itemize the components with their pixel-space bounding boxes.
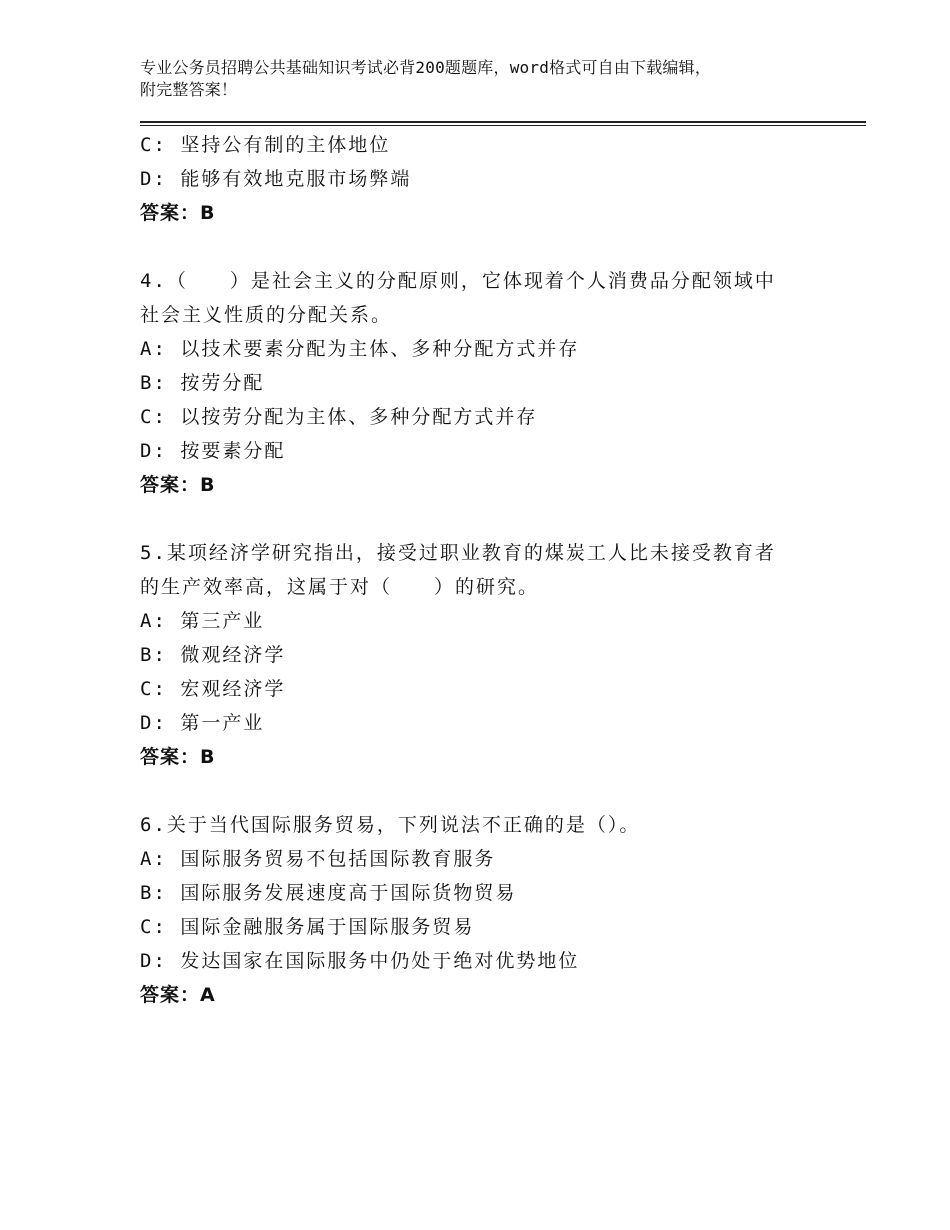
option-d: D: 能够有效地克服市场弊端 bbox=[140, 168, 412, 190]
option-b: B: 国际服务发展速度高于国际货物贸易 bbox=[140, 882, 517, 904]
question-stem: 5.某项经济学研究指出，接受过职业教育的煤炭工人比未接受教育者 bbox=[140, 542, 776, 564]
option-a: A: 以技术要素分配为主体、多种分配方式并存 bbox=[140, 338, 580, 360]
page-header bbox=[140, 57, 830, 101]
question-block-prev bbox=[140, 128, 840, 230]
question-list bbox=[140, 128, 840, 1012]
option-a: A: 国际服务贸易不包括国际教育服务 bbox=[140, 848, 496, 870]
option-c: C: 坚持公有制的主体地位 bbox=[140, 134, 391, 156]
spacer bbox=[140, 502, 840, 536]
option-c: C: 国际金融服务属于国际服务贸易 bbox=[140, 916, 475, 938]
option-d: D: 第一产业 bbox=[140, 712, 265, 734]
question-stem-continued: 社会主义性质的分配关系。 bbox=[140, 304, 393, 326]
header-title-line-2: 附完整答案！ bbox=[140, 80, 238, 99]
answer-label: 答案：A bbox=[140, 984, 216, 1006]
question-block-5 bbox=[140, 536, 840, 774]
option-c: C: 以按劳分配为主体、多种分配方式并存 bbox=[140, 406, 538, 428]
question-block-6 bbox=[140, 808, 840, 1012]
question-block-4 bbox=[140, 264, 840, 502]
option-d: D: 按要素分配 bbox=[140, 440, 286, 462]
spacer bbox=[140, 230, 840, 264]
header-title-line-1: 专业公务员招聘公共基础知识考试必背200题题库，word格式可自由下载编辑， bbox=[140, 58, 712, 77]
header-divider-thin bbox=[140, 125, 866, 126]
option-c: C: 宏观经济学 bbox=[140, 678, 286, 700]
answer-label: 答案：B bbox=[140, 474, 216, 496]
header-divider bbox=[140, 121, 866, 123]
answer-label: 答案：B bbox=[140, 746, 216, 768]
answer-label: 答案：B bbox=[140, 202, 216, 224]
question-stem: 6.关于当代国际服务贸易，下列说法不正确的是（）。 bbox=[140, 814, 641, 836]
question-stem-continued: 的生产效率高，这属于对（ ）的研究。 bbox=[140, 576, 540, 598]
option-d: D: 发达国家在国际服务中仍处于绝对优势地位 bbox=[140, 950, 580, 972]
spacer bbox=[140, 774, 840, 808]
option-b: B: 按劳分配 bbox=[140, 372, 265, 394]
option-b: B: 微观经济学 bbox=[140, 644, 286, 666]
question-stem: 4.（ ）是社会主义的分配原则，它体现着个人消费品分配领域中 bbox=[140, 270, 776, 292]
option-a: A: 第三产业 bbox=[140, 610, 265, 632]
